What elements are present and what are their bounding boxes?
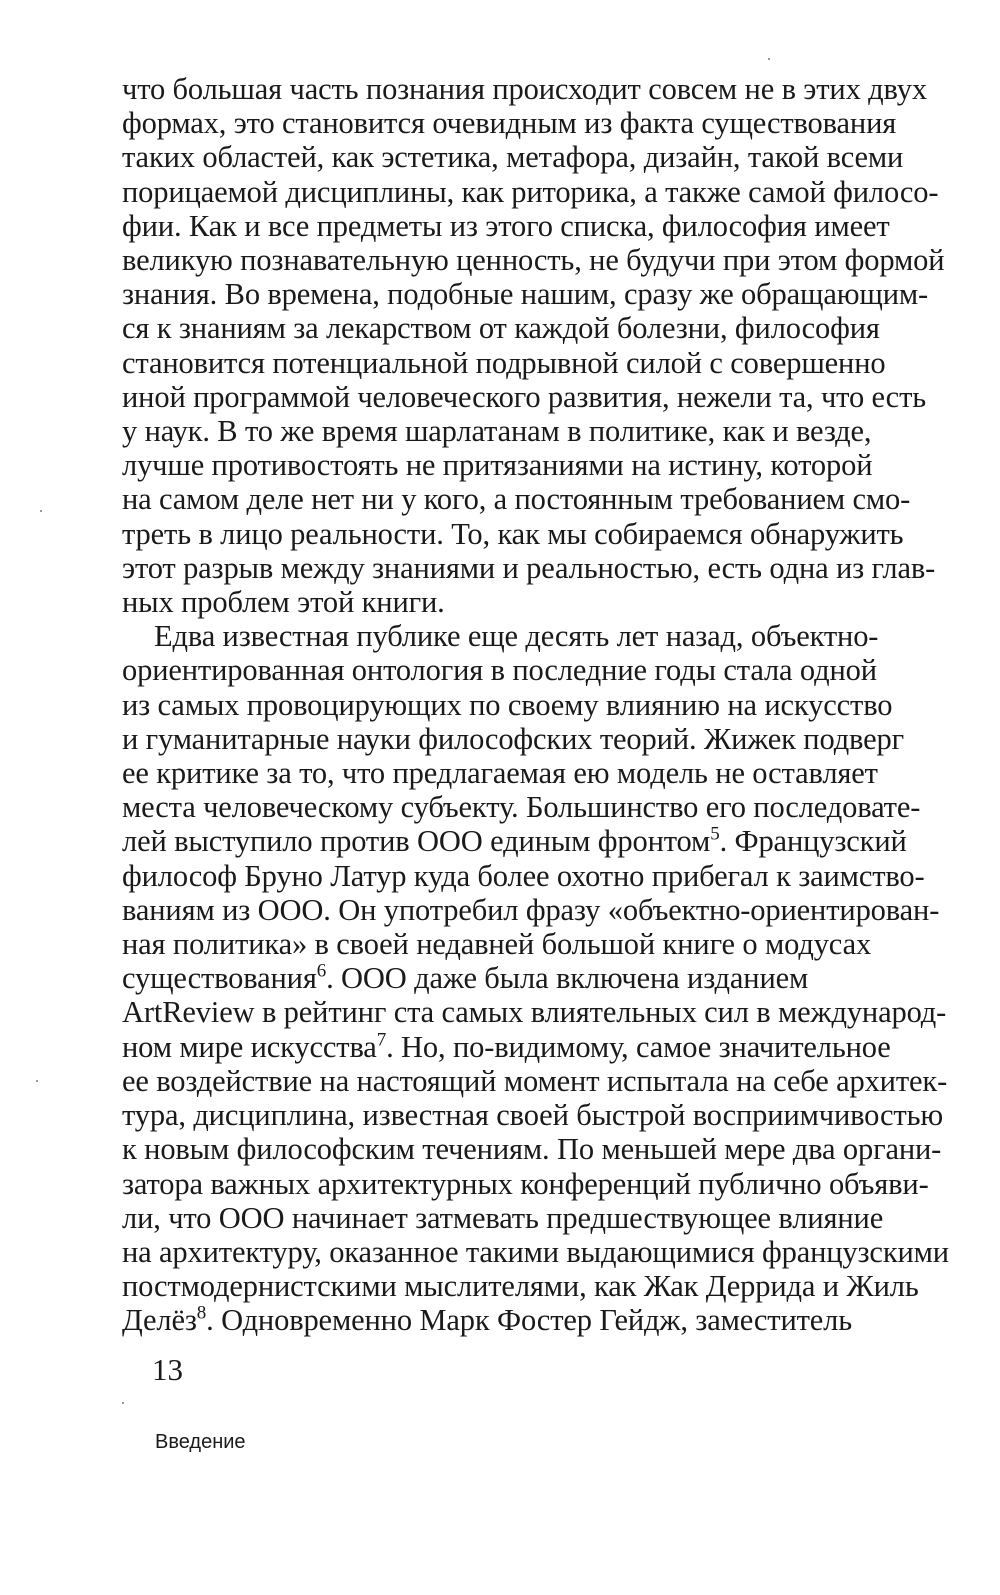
- line-segment: . Но, по-видимому, самое значительное: [386, 1029, 891, 1064]
- text-line-with-footnote: [122, 1030, 922, 1064]
- text-line-with-footnote: [122, 961, 922, 995]
- text-line: постмодернистскими мыслителями, как Жак Деррида и Жиль: [122, 1269, 919, 1304]
- footnote-marker[interactable]: 8: [196, 1302, 207, 1324]
- paragraph-start-line: Едва известная публике еще десять лет назад, объектно-: [154, 619, 879, 654]
- text-line: знания. Во времена, подобные нашим, сразу же обращающим-: [122, 277, 929, 312]
- scan-speck: [122, 1402, 124, 1404]
- line-segment: существования: [122, 961, 317, 996]
- scan-speck: [36, 1080, 38, 1082]
- text-line: таких областей, как эстетика, метафора, дизайн, такой всеми: [122, 140, 904, 175]
- text-line: на самом деле нет ни у кого, а постоянным требованием смо-: [122, 482, 911, 517]
- text-line: ных проблем этой книги.: [122, 585, 445, 620]
- line-segment: Делёз: [122, 1303, 197, 1338]
- text-line: формах, это становится очевидным из факта существования: [122, 106, 897, 141]
- running-footer: Введение: [155, 1431, 246, 1453]
- text-line: ArtReview в рейтинг ста самых влиятельных сил в международ-: [122, 995, 947, 1030]
- line-segment: . ООО даже была включена изданием: [326, 961, 809, 996]
- line-segment: лей выступило против ООО единым фронтом: [122, 824, 711, 859]
- text-line: у наук. В то же время шарлатанам в политике, как и везде,: [122, 414, 872, 449]
- text-line: ее воздействие на настоящий момент испытала на себе архитек-: [122, 1063, 948, 1098]
- text-line: иной программой человеческого развития, нежели та, что есть: [122, 379, 927, 414]
- text-line: философ Бруно Латур куда более охотно прибегал к заимство-: [122, 858, 925, 893]
- footnote-marker[interactable]: 5: [710, 824, 720, 846]
- text-line: места человеческому субъекту. Большинство его последовате-: [122, 790, 921, 825]
- text-line: треть в лицо реальности. То, как мы собираемся обнаружить: [122, 516, 904, 551]
- text-line: ная политика» в своей недавней большой книге о модусах: [122, 927, 872, 962]
- text-line-with-footnote: [122, 1303, 922, 1337]
- text-line-with-footnote: [122, 824, 922, 858]
- footnote-marker[interactable]: 7: [376, 1029, 387, 1051]
- line-segment: . Французский: [719, 824, 907, 859]
- text-line: становится потенциальной подрывной силой с совершенно: [122, 345, 886, 380]
- text-line: ваниям из ООО. Он употребил фразу «объектно-ориентирован-: [122, 892, 940, 927]
- text-line: тура, дисциплина, известная своей быстрой восприимчивостью: [122, 1098, 943, 1133]
- text-line: ориентированная онтология в последние годы стала одной: [122, 653, 877, 688]
- text-line: и гуманитарные науки философских теорий. Жижек подверг: [122, 721, 904, 756]
- page-number: 13: [152, 1352, 183, 1387]
- text-line: порицаемой дисциплины, как риторика, а также самой филосо-: [122, 174, 939, 209]
- footnote-marker[interactable]: 6: [316, 960, 327, 982]
- text-line: из самых провоцирующих по своему влиянию на искусство: [122, 687, 893, 722]
- text-line: к новым философским течениям. По меньшей мере два органи-: [122, 1132, 942, 1167]
- scan-speck: [768, 58, 770, 60]
- text-line: этот разрыв между знаниями и реальностью, есть одна из глав-: [122, 550, 936, 585]
- text-line: ся к знаниям за лекарством от каждой болезни, философия: [122, 311, 880, 346]
- text-line: что большая часть познания происходит совсем не в этих двух: [122, 72, 927, 106]
- text-line: ли, что ООО начинает затмевать предшествующее влияние: [122, 1200, 884, 1235]
- scan-speck: [40, 510, 42, 512]
- text-line: лучше противостоять не притязаниями на истину, которой: [122, 448, 873, 483]
- text-line: на архитектуру, оказанное такими выдающимися французскими: [122, 1234, 949, 1269]
- text-line: ее критике за то, что предлагаемая ею модель не оставляет: [122, 756, 878, 791]
- line-segment: ном мире искусства: [122, 1029, 377, 1064]
- text-line: затора важных архитектурных конференций публично объяви-: [122, 1166, 929, 1201]
- text-line: фии. Как и все предметы из этого списка, философия имеет: [122, 208, 890, 243]
- line-segment: . Одновременно Марк Фостер Гейдж, заместитель: [206, 1303, 853, 1338]
- text-line: великую познавательную ценность, не будучи при этом формой: [122, 243, 945, 278]
- body-text: [122, 72, 949, 1338]
